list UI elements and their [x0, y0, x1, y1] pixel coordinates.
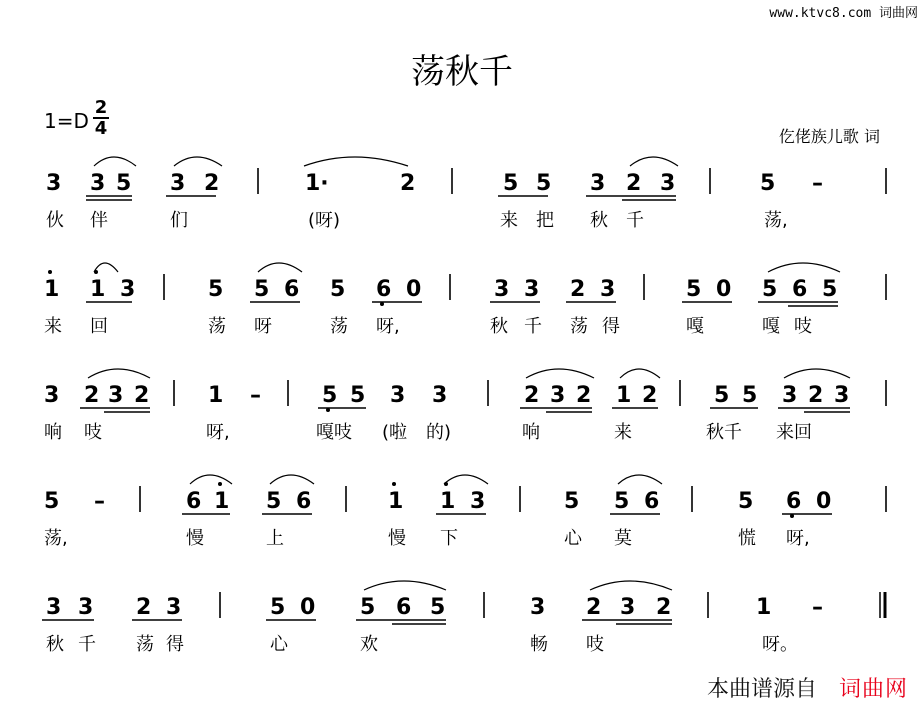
note: 2 [642, 383, 658, 408]
note: 3 [170, 171, 186, 196]
note: 5 [564, 489, 580, 514]
lyric: 们 [170, 210, 188, 231]
note: 3 [494, 277, 510, 302]
note: 6 [284, 277, 300, 302]
note: 5 [760, 171, 776, 196]
note: 5 [44, 489, 60, 514]
lyric: 吱 [84, 422, 102, 443]
lyric: 秋千 [706, 422, 742, 443]
note: 2 [400, 171, 416, 196]
slur [190, 475, 232, 484]
note: 2 [524, 383, 540, 408]
octave-dot-above [218, 482, 222, 486]
note: 6 [296, 489, 312, 514]
note: 6 [644, 489, 660, 514]
note: 2 [626, 171, 642, 196]
lyric: 呀, [376, 316, 400, 337]
slur [526, 369, 594, 378]
note: 5 [742, 383, 758, 408]
note: 1 [388, 489, 404, 514]
slur [768, 263, 840, 272]
lyric: 嘎 [686, 316, 704, 337]
lyric: 秋 [590, 210, 608, 231]
note: 5 [254, 277, 270, 302]
footer-source [707, 676, 908, 704]
note: 5 [208, 277, 224, 302]
note: 5 [322, 383, 338, 408]
note: 5 [360, 595, 376, 620]
lyric: 秋 [46, 634, 64, 655]
note: 2 [586, 595, 602, 620]
lyric: 下 [440, 528, 458, 549]
lyric: 千 [626, 210, 644, 231]
lyric: 荡 [330, 316, 348, 337]
slur [88, 369, 150, 378]
note: 3 [120, 277, 136, 302]
lyric: 来 [500, 210, 518, 231]
watermark-url: www.ktvc8.com 词曲网 [769, 6, 918, 21]
slur [618, 475, 662, 484]
note: – [812, 595, 823, 620]
lyric: 欢 [360, 634, 378, 655]
note: 3 [78, 595, 94, 620]
note: 6 [786, 489, 802, 514]
note: 2 [576, 383, 592, 408]
lyric: 嘎 [762, 316, 780, 337]
note: 5 [614, 489, 630, 514]
note: 5 [536, 171, 552, 196]
note: 3 [660, 171, 676, 196]
note: 1· [305, 171, 329, 196]
lyric: 得 [166, 634, 184, 655]
note: 2 [136, 595, 152, 620]
note: 1 [214, 489, 230, 514]
note: 2 [656, 595, 672, 620]
lyric: 响 [522, 422, 540, 443]
lyric: 荡 [570, 316, 588, 337]
note: – [812, 171, 823, 196]
key-signature: 1=D [44, 109, 89, 133]
slur [270, 475, 314, 484]
lyric: 荡 [136, 634, 154, 655]
note: 1 [90, 277, 106, 302]
note: 3 [590, 171, 606, 196]
note: 1 [440, 489, 456, 514]
note: 3 [46, 595, 62, 620]
note: 2 [84, 383, 100, 408]
lyric: 千 [524, 316, 542, 337]
note: 5 [430, 595, 446, 620]
note: 2 [808, 383, 824, 408]
time-signature-top: 2 [94, 97, 108, 118]
lyric: 吱 [794, 316, 812, 337]
note: 3 [600, 277, 616, 302]
note: 1 [756, 595, 772, 620]
note: 5 [714, 383, 730, 408]
slur [620, 369, 660, 378]
lyric: 回 [90, 316, 108, 337]
note: 0 [300, 595, 316, 620]
footer-brand: 词曲网 [838, 677, 908, 702]
note: 3 [782, 383, 798, 408]
slur [258, 263, 302, 272]
lyric: 荡, [764, 210, 788, 231]
lyric: 心 [270, 634, 288, 655]
slur [590, 581, 672, 590]
lyric: (啦 [382, 422, 408, 443]
note: – [94, 489, 105, 514]
note: 0 [716, 277, 732, 302]
note: 3 [90, 171, 106, 196]
lyric: 伙 [46, 210, 64, 231]
octave-dot-above [48, 270, 52, 274]
lyric: 莫 [614, 528, 632, 549]
slur [364, 581, 446, 590]
note: 5 [350, 383, 366, 408]
lyric: 心 [564, 528, 582, 549]
time-signature-bottom: 4 [94, 118, 108, 139]
note: 6 [396, 595, 412, 620]
slur [174, 157, 222, 166]
note: 5 [686, 277, 702, 302]
note: 5 [503, 171, 519, 196]
note: 3 [46, 171, 62, 196]
note: 1 [44, 277, 60, 302]
note: 3 [834, 383, 850, 408]
lyric: 呀, [206, 422, 230, 443]
lyricist-credit: 仡佬族儿歌 词 [778, 127, 880, 146]
note: 5 [738, 489, 754, 514]
note: 3 [44, 383, 60, 408]
slur [630, 157, 678, 166]
lyric: 呀 [254, 316, 272, 337]
note: 3 [530, 595, 546, 620]
note: 5 [270, 595, 286, 620]
lyric: 响 [44, 422, 62, 443]
lyric: 来 [44, 316, 62, 337]
note: 3 [524, 277, 540, 302]
lyric: 来回 [776, 422, 812, 443]
lyric: 荡, [44, 528, 68, 549]
note: 6 [792, 277, 808, 302]
slur [784, 369, 850, 378]
lyric: 慌 [738, 528, 756, 549]
lyric: 呀, [786, 528, 810, 549]
note: 2 [134, 383, 150, 408]
note: 1 [616, 383, 632, 408]
lyric: 伴 [90, 210, 108, 231]
note: – [250, 383, 261, 408]
note: 3 [550, 383, 566, 408]
note: 1 [208, 383, 224, 408]
lyric: 得 [602, 316, 620, 337]
note: 3 [432, 383, 448, 408]
lyric: 千 [78, 634, 96, 655]
slur [444, 475, 488, 484]
lyric: 荡 [208, 316, 226, 337]
slur [94, 157, 136, 166]
lyric: 的) [426, 422, 452, 443]
lyric: 秋 [490, 316, 508, 337]
note: 5 [266, 489, 282, 514]
lyric: 慢 [186, 528, 204, 549]
note: 5 [330, 277, 346, 302]
note: 6 [376, 277, 392, 302]
note: 2 [570, 277, 586, 302]
lyric: 呀。 [762, 634, 798, 655]
lyric: 上 [266, 528, 284, 549]
octave-dot-above [392, 482, 396, 486]
lyric: (呀) [308, 210, 341, 231]
note: 6 [186, 489, 202, 514]
note: 5 [822, 277, 838, 302]
lyric: 把 [536, 210, 554, 231]
slur [94, 263, 118, 272]
note: 3 [470, 489, 486, 514]
lyric: 嘎吱 [316, 422, 352, 443]
note: 5 [762, 277, 778, 302]
note: 0 [816, 489, 832, 514]
note: 3 [390, 383, 406, 408]
lyric: 吱 [586, 634, 604, 655]
footer-source-text: 本曲谱源自 [706, 677, 817, 702]
lyric: 来 [614, 422, 632, 443]
note: 2 [204, 171, 220, 196]
lyric: 畅 [530, 634, 548, 655]
note: 3 [620, 595, 636, 620]
song-title: 荡秋千 [411, 52, 513, 92]
note: 3 [108, 383, 124, 408]
note: 0 [406, 277, 422, 302]
note: 5 [116, 171, 132, 196]
note: 3 [166, 595, 182, 620]
lyric: 慢 [388, 528, 406, 549]
slur [304, 157, 408, 166]
